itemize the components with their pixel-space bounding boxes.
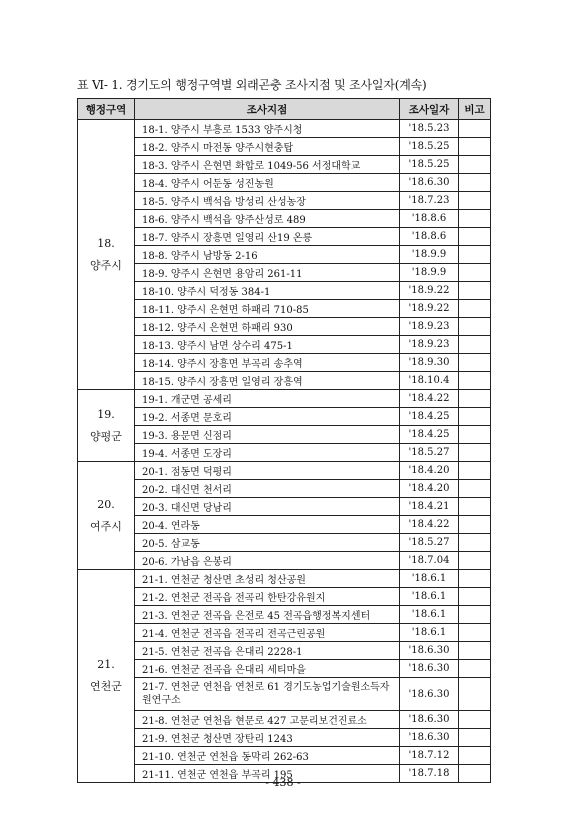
- table-row: [78, 462, 491, 480]
- region-number: 21.: [97, 658, 115, 671]
- note-cell: [459, 354, 491, 372]
- site-cell: 20-6. 가남읍 은봉리: [135, 552, 400, 570]
- site-cell: 21-4. 연천군 전곡읍 전곡리 전곡근린공원: [135, 624, 400, 642]
- note-cell: [459, 606, 491, 624]
- note-cell: [459, 660, 491, 678]
- site-cell: 21-1. 연천군 청산면 초성리 청산공원: [135, 570, 400, 588]
- table-row: [78, 660, 491, 678]
- site-cell: 18-12. 양주시 은현면 하패리 930: [135, 318, 400, 336]
- note-cell: [459, 372, 491, 390]
- note-cell: [459, 264, 491, 282]
- table-row: [78, 642, 491, 660]
- date-cell: '18.6.30: [400, 174, 459, 192]
- site-cell: 18-14. 양주시 장흥면 부곡리 송추역: [135, 354, 400, 372]
- table-row: [78, 192, 491, 210]
- table-row: [78, 372, 491, 390]
- table-row: [78, 228, 491, 246]
- note-cell: [459, 516, 491, 534]
- table-row: [78, 570, 491, 588]
- table-row: [78, 678, 491, 711]
- date-cell: '18.6.30: [400, 678, 459, 711]
- date-cell: '18.9.9: [400, 264, 459, 282]
- note-cell: [459, 138, 491, 156]
- table-row: [78, 156, 491, 174]
- region-cell: [78, 462, 135, 570]
- date-cell: '18.4.21: [400, 498, 459, 516]
- note-cell: [459, 624, 491, 642]
- site-cell: 18-1. 양주시 부흥로 1533 양주시청: [135, 120, 400, 138]
- note-cell: [459, 444, 491, 462]
- region-cell: [78, 570, 135, 783]
- date-cell: '18.10.4: [400, 372, 459, 390]
- site-cell: 18-6. 양주시 백석읍 양주산성로 489: [135, 210, 400, 228]
- region-number: 20.: [97, 497, 115, 511]
- date-cell: '18.9.30: [400, 354, 459, 372]
- date-cell: '18.6.30: [400, 642, 459, 660]
- note-cell: [459, 408, 491, 426]
- header-region: 행정구역: [78, 99, 135, 120]
- note-cell: [459, 282, 491, 300]
- site-cell: 19-4. 서종면 도장리: [135, 444, 400, 462]
- table-row: [78, 390, 491, 408]
- date-cell: '18.4.22: [400, 516, 459, 534]
- site-cell: 19-1. 개군면 공세리: [135, 390, 400, 408]
- region-name: 여주시: [90, 519, 122, 533]
- table-row: [78, 264, 491, 282]
- note-cell: [459, 498, 491, 516]
- note-cell: [459, 747, 491, 765]
- site-cell: 18-10. 양주시 덕정동 384-1: [135, 282, 400, 300]
- table-body: [78, 120, 491, 783]
- site-cell: 21-11. 연천군 연천읍 부곡리 195: [135, 765, 400, 783]
- date-cell: '18.6.1: [400, 588, 459, 606]
- site-cell: 21-7. 연천군 연천읍 연천로 61 경기도농업기술원소득자원연구소: [135, 678, 400, 711]
- region-number: 19.: [97, 407, 115, 421]
- site-cell: 19-2. 서종면 문호리: [135, 408, 400, 426]
- table-row: [78, 606, 491, 624]
- site-cell: 18-13. 양주시 남면 상수리 475-1: [135, 336, 400, 354]
- note-cell: [459, 300, 491, 318]
- table-row: [78, 354, 491, 372]
- date-cell: '18.4.20: [400, 462, 459, 480]
- header-date: 조사일자: [400, 99, 459, 120]
- note-cell: [459, 480, 491, 498]
- site-cell: 21-10. 연천군 연천읍 동막리 262-63: [135, 747, 400, 765]
- date-cell: '18.5.25: [400, 156, 459, 174]
- site-cell: 21-8. 연천군 연천읍 현문로 427 고문리보건진료소: [135, 711, 400, 729]
- date-cell: '18.4.22: [400, 390, 459, 408]
- site-cell: 18-5. 양주시 백석읍 방성리 산성농장: [135, 192, 400, 210]
- table-row: [78, 624, 491, 642]
- site-cell: 20-4. 연라동: [135, 516, 400, 534]
- table-row: [78, 408, 491, 426]
- date-cell: '18.7.23: [400, 192, 459, 210]
- note-cell: [459, 210, 491, 228]
- table-row: [78, 318, 491, 336]
- table-row: [78, 498, 491, 516]
- table-header-row: [78, 99, 491, 120]
- note-cell: [459, 336, 491, 354]
- date-cell: '18.4.20: [400, 480, 459, 498]
- date-cell: '18.6.30: [400, 660, 459, 678]
- site-cell: 20-2. 대신면 천서리: [135, 480, 400, 498]
- site-cell: 21-2. 연천군 전곡읍 전곡리 한탄강유원지: [135, 588, 400, 606]
- date-cell: '18.4.25: [400, 408, 459, 426]
- note-cell: [459, 318, 491, 336]
- site-cell: 21-5. 연천군 전곡읍 은대리 2228-1: [135, 642, 400, 660]
- region-name: 양주시: [90, 258, 122, 272]
- site-cell: 20-5. 삼교동: [135, 534, 400, 552]
- note-cell: [459, 588, 491, 606]
- table-row: [78, 336, 491, 354]
- note-cell: [459, 120, 491, 138]
- survey-sites-table: [77, 98, 491, 783]
- site-cell: 21-9. 연천군 청산면 장탄리 1243: [135, 729, 400, 747]
- site-cell: 19-3. 용문면 신점리: [135, 426, 400, 444]
- date-cell: '18.6.1: [400, 606, 459, 624]
- table-row: [78, 588, 491, 606]
- table-row: [78, 711, 491, 729]
- site-cell: 18-15. 양주시 장흥면 일영리 장흥역: [135, 372, 400, 390]
- table-row: [78, 552, 491, 570]
- table-row: [78, 282, 491, 300]
- table-row: [78, 480, 491, 498]
- note-cell: [459, 174, 491, 192]
- site-cell: 18-7. 양주시 장흥면 일영리 산19 온릉: [135, 228, 400, 246]
- page-number: - 438 -: [265, 776, 301, 789]
- region-cell: [78, 390, 135, 462]
- date-cell: '18.9.9: [400, 246, 459, 264]
- note-cell: [459, 192, 491, 210]
- date-cell: '18.6.1: [400, 570, 459, 588]
- note-cell: [459, 711, 491, 729]
- site-cell: 20-3. 대신면 당남리: [135, 498, 400, 516]
- table-row: [78, 210, 491, 228]
- note-cell: [459, 426, 491, 444]
- note-cell: [459, 570, 491, 588]
- site-cell: 18-4. 양주시 어둔동 성진농원: [135, 174, 400, 192]
- note-cell: [459, 156, 491, 174]
- note-cell: [459, 462, 491, 480]
- header-note: 비고: [459, 99, 491, 120]
- date-cell: '18.9.22: [400, 282, 459, 300]
- table-row: [78, 534, 491, 552]
- site-cell: 18-8. 양주시 남방동 2-16: [135, 246, 400, 264]
- date-cell: '18.8.6: [400, 228, 459, 246]
- date-cell: '18.6.30: [400, 711, 459, 729]
- table-row: [78, 138, 491, 156]
- region-cell: [78, 120, 135, 390]
- note-cell: [459, 534, 491, 552]
- site-cell: 20-1. 점동면 덕평리: [135, 462, 400, 480]
- date-cell: '18.5.27: [400, 444, 459, 462]
- date-cell: '18.5.27: [400, 534, 459, 552]
- site-cell: 18-3. 양주시 은현면 화합로 1049-56 서정대학교: [135, 156, 400, 174]
- site-cell: 18-11. 양주시 은현면 하패리 710-85: [135, 300, 400, 318]
- note-cell: [459, 552, 491, 570]
- note-cell: [459, 246, 491, 264]
- date-cell: '18.9.23: [400, 318, 459, 336]
- date-cell: '18.4.25: [400, 426, 459, 444]
- table-row: [78, 120, 491, 138]
- note-cell: [459, 390, 491, 408]
- date-cell: '18.8.6: [400, 210, 459, 228]
- site-cell: 21-3. 연천군 전곡읍 은전로 45 전곡읍행정복지센터: [135, 606, 400, 624]
- site-cell: 18-2. 양주시 마전동 양주시현충탑: [135, 138, 400, 156]
- note-cell: [459, 642, 491, 660]
- date-cell: '18.7.12: [400, 747, 459, 765]
- date-cell: '18.7.04: [400, 552, 459, 570]
- note-cell: [459, 678, 491, 711]
- region-name: 연천군: [90, 680, 122, 693]
- region-name: 양평군: [90, 429, 122, 443]
- note-cell: [459, 228, 491, 246]
- date-cell: '18.5.23: [400, 120, 459, 138]
- table-row: [78, 174, 491, 192]
- date-cell: '18.7.18: [400, 765, 459, 783]
- date-cell: '18.5.25: [400, 138, 459, 156]
- site-cell: 21-6. 연천군 전곡읍 은대리 세티마을: [135, 660, 400, 678]
- table-row: [78, 444, 491, 462]
- table-row: [78, 300, 491, 318]
- table-row: [78, 729, 491, 747]
- table-row: [78, 246, 491, 264]
- table-row: [78, 516, 491, 534]
- site-cell: 18-9. 양주시 은현면 용암리 261-11: [135, 264, 400, 282]
- date-cell: '18.6.30: [400, 729, 459, 747]
- table-caption: 표 Ⅵ- 1. 경기도의 행정구역별 외래곤충 조사지점 및 조사일자(계속): [77, 78, 427, 92]
- date-cell: '18.6.1: [400, 624, 459, 642]
- table-row: [78, 426, 491, 444]
- date-cell: '18.9.23: [400, 336, 459, 354]
- table-row: [78, 747, 491, 765]
- region-number: 18.: [97, 236, 115, 250]
- date-cell: '18.9.22: [400, 300, 459, 318]
- header-site: 조사지점: [135, 99, 400, 120]
- note-cell: [459, 729, 491, 747]
